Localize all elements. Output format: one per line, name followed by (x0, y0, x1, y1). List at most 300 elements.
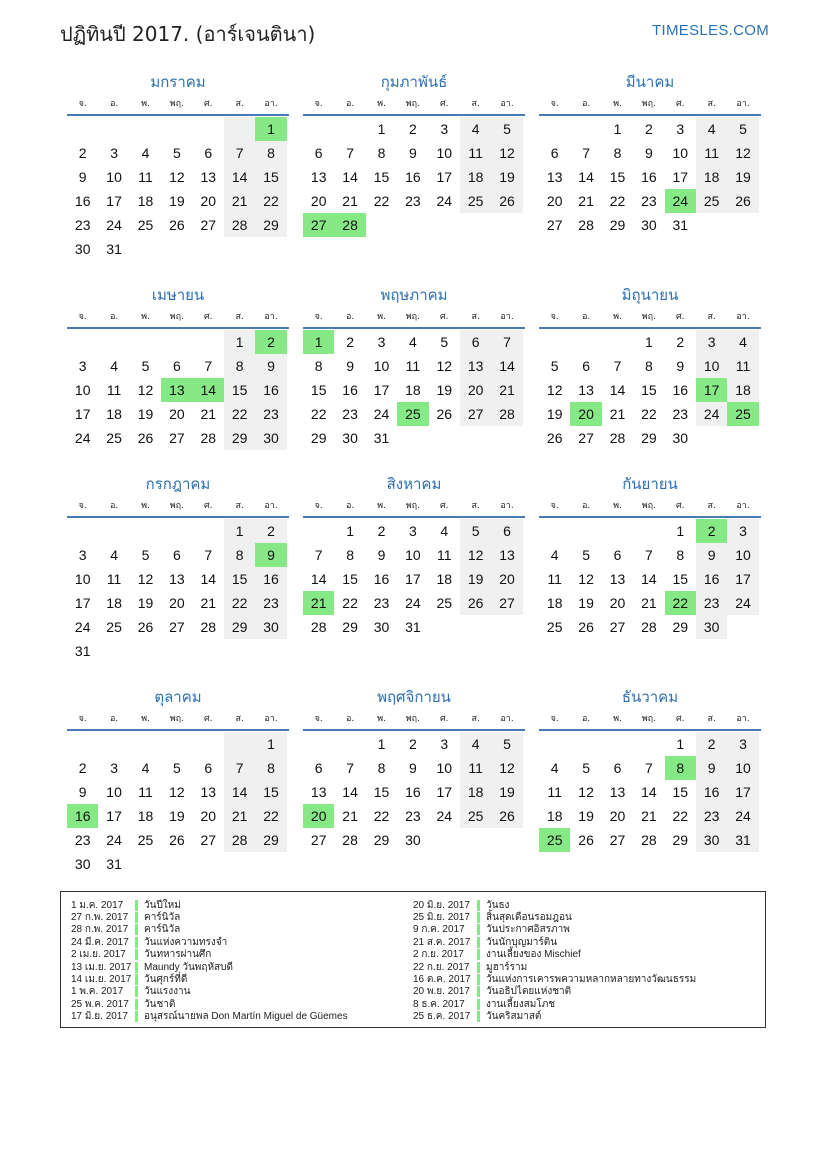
day-cell[interactable]: 25 (436, 595, 453, 611)
day-cell[interactable]: 1 (224, 330, 255, 354)
day-cell[interactable]: 1 (346, 523, 354, 539)
holiday-day-cell[interactable]: 22 (665, 591, 696, 615)
day-cell[interactable]: 13 (609, 571, 626, 587)
day-cell[interactable]: 23 (74, 832, 91, 848)
day-cell[interactable]: 18 (696, 165, 727, 189)
day-cell[interactable]: 16 (74, 193, 91, 209)
day-cell[interactable]: 28 (641, 619, 657, 635)
day-cell[interactable]: 9 (78, 784, 87, 800)
day-cell[interactable]: 21 (491, 378, 522, 402)
holiday-day-cell[interactable]: 1 (255, 117, 286, 141)
day-cell[interactable]: 22 (255, 189, 286, 213)
day-cell[interactable]: 26 (460, 591, 491, 615)
day-cell[interactable]: 31 (106, 856, 122, 872)
day-cell[interactable]: 27 (200, 217, 217, 233)
day-cell[interactable]: 1 (613, 121, 622, 137)
day-cell[interactable]: 27 (310, 832, 327, 848)
day-cell[interactable]: 1 (377, 121, 386, 137)
day-cell[interactable]: 8 (224, 543, 255, 567)
day-cell[interactable]: 7 (491, 330, 522, 354)
day-cell[interactable]: 11 (405, 358, 421, 374)
day-cell[interactable]: 5 (141, 547, 150, 563)
day-cell[interactable]: 14 (224, 165, 255, 189)
day-cell[interactable]: 3 (440, 736, 449, 752)
day-cell[interactable]: 26 (169, 217, 185, 233)
day-cell[interactable]: 12 (491, 141, 522, 165)
brand-link[interactable]: TIMESLES.COM (652, 22, 769, 39)
day-cell[interactable]: 20 (460, 378, 491, 402)
day-cell[interactable]: 1 (644, 334, 653, 350)
day-cell[interactable]: 9 (255, 354, 286, 378)
day-cell[interactable]: 5 (440, 334, 449, 350)
day-cell[interactable]: 4 (440, 523, 449, 539)
day-cell[interactable]: 19 (727, 165, 758, 189)
day-cell[interactable]: 30 (342, 430, 358, 446)
day-cell[interactable]: 10 (405, 547, 421, 563)
day-cell[interactable]: 30 (255, 615, 286, 639)
day-cell[interactable]: 16 (342, 382, 358, 398)
day-cell[interactable]: 11 (436, 547, 452, 563)
day-cell[interactable]: 27 (609, 619, 626, 635)
day-cell[interactable]: 19 (169, 193, 185, 209)
day-cell[interactable]: 13 (310, 784, 327, 800)
day-cell[interactable]: 20 (609, 808, 626, 824)
day-cell[interactable]: 7 (644, 547, 653, 563)
day-cell[interactable]: 3 (676, 121, 685, 137)
day-cell[interactable]: 21 (578, 193, 594, 209)
day-cell[interactable]: 4 (110, 358, 118, 374)
day-cell[interactable]: 22 (373, 808, 390, 824)
holiday-day-cell[interactable]: 25 (539, 828, 570, 852)
day-cell[interactable]: 2 (696, 732, 727, 756)
day-cell[interactable]: 23 (342, 406, 358, 422)
day-cell[interactable]: 27 (609, 832, 626, 848)
day-cell[interactable]: 10 (696, 354, 727, 378)
day-cell[interactable]: 29 (373, 832, 390, 848)
day-cell[interactable]: 9 (676, 358, 685, 374)
day-cell[interactable]: 17 (727, 780, 758, 804)
holiday-day-cell[interactable]: 25 (397, 402, 428, 426)
day-cell[interactable]: 15 (255, 780, 286, 804)
day-cell[interactable]: 15 (672, 571, 689, 587)
day-cell[interactable]: 24 (373, 406, 390, 422)
day-cell[interactable]: 19 (460, 567, 491, 591)
day-cell[interactable]: 27 (491, 591, 522, 615)
day-cell[interactable]: 25 (460, 189, 491, 213)
day-cell[interactable]: 10 (727, 543, 758, 567)
day-cell[interactable]: 22 (255, 804, 286, 828)
day-cell[interactable]: 26 (578, 619, 594, 635)
day-cell[interactable]: 20 (609, 595, 626, 611)
day-cell[interactable]: 6 (550, 145, 559, 161)
day-cell[interactable]: 22 (609, 193, 626, 209)
day-cell[interactable]: 6 (204, 145, 213, 161)
day-cell[interactable]: 28 (578, 217, 594, 233)
day-cell[interactable]: 4 (141, 145, 150, 161)
day-cell[interactable]: 13 (609, 784, 626, 800)
day-cell[interactable]: 23 (696, 804, 727, 828)
day-cell[interactable]: 12 (727, 141, 758, 165)
day-cell[interactable]: 8 (613, 145, 622, 161)
holiday-day-cell[interactable]: 24 (665, 189, 696, 213)
holiday-day-cell[interactable]: 2 (696, 519, 727, 543)
day-cell[interactable]: 25 (696, 189, 727, 213)
holiday-day-cell[interactable]: 16 (67, 804, 98, 828)
day-cell[interactable]: 10 (106, 169, 122, 185)
day-cell[interactable]: 5 (172, 145, 181, 161)
day-cell[interactable]: 15 (310, 382, 327, 398)
day-cell[interactable]: 24 (106, 832, 122, 848)
day-cell[interactable]: 15 (672, 784, 689, 800)
day-cell[interactable]: 19 (491, 165, 522, 189)
day-cell[interactable]: 8 (255, 141, 286, 165)
day-cell[interactable]: 14 (609, 382, 626, 398)
day-cell[interactable]: 13 (460, 354, 491, 378)
day-cell[interactable]: 26 (546, 430, 563, 446)
day-cell[interactable]: 30 (74, 856, 91, 872)
day-cell[interactable]: 29 (641, 430, 657, 446)
day-cell[interactable]: 26 (578, 832, 594, 848)
day-cell[interactable]: 21 (224, 804, 255, 828)
day-cell[interactable]: 5 (141, 358, 150, 374)
day-cell[interactable]: 12 (436, 358, 453, 374)
day-cell[interactable]: 14 (641, 784, 657, 800)
day-cell[interactable]: 7 (346, 145, 354, 161)
day-cell[interactable]: 20 (200, 193, 217, 209)
day-cell[interactable]: 18 (546, 808, 563, 824)
holiday-day-cell[interactable]: 2 (255, 330, 286, 354)
day-cell[interactable]: 7 (582, 145, 590, 161)
day-cell[interactable]: 28 (609, 430, 626, 446)
day-cell[interactable]: 12 (578, 571, 594, 587)
day-cell[interactable]: 26 (727, 189, 758, 213)
day-cell[interactable]: 14 (310, 571, 327, 587)
holiday-day-cell[interactable]: 14 (193, 378, 224, 402)
day-cell[interactable]: 14 (200, 571, 217, 587)
day-cell[interactable]: 6 (582, 358, 590, 374)
day-cell[interactable]: 12 (491, 756, 522, 780)
day-cell[interactable]: 21 (609, 406, 626, 422)
holiday-day-cell[interactable]: 20 (303, 804, 334, 828)
day-cell[interactable]: 2 (377, 523, 386, 539)
day-cell[interactable]: 17 (436, 169, 453, 185)
day-cell[interactable]: 11 (696, 141, 727, 165)
day-cell[interactable]: 6 (172, 547, 181, 563)
day-cell[interactable]: 16 (405, 784, 421, 800)
day-cell[interactable]: 29 (224, 615, 255, 639)
day-cell[interactable]: 23 (74, 217, 91, 233)
day-cell[interactable]: 13 (310, 169, 327, 185)
day-cell[interactable]: 26 (491, 189, 522, 213)
day-cell[interactable]: 10 (74, 571, 91, 587)
day-cell[interactable]: 11 (727, 354, 758, 378)
day-cell[interactable]: 23 (672, 406, 689, 422)
day-cell[interactable]: 12 (460, 543, 491, 567)
day-cell[interactable]: 18 (460, 780, 491, 804)
day-cell[interactable]: 8 (676, 547, 685, 563)
holiday-day-cell[interactable]: 9 (255, 543, 286, 567)
day-cell[interactable]: 21 (641, 595, 657, 611)
day-cell[interactable]: 9 (408, 145, 417, 161)
day-cell[interactable]: 19 (546, 406, 563, 422)
holiday-day-cell[interactable]: 25 (727, 402, 758, 426)
day-cell[interactable]: 5 (550, 358, 559, 374)
day-cell[interactable]: 24 (727, 591, 758, 615)
day-cell[interactable]: 10 (672, 145, 689, 161)
day-cell[interactable]: 16 (373, 571, 390, 587)
day-cell[interactable]: 15 (373, 169, 390, 185)
day-cell[interactable]: 30 (373, 619, 390, 635)
day-cell[interactable]: 31 (74, 643, 91, 659)
day-cell[interactable]: 22 (224, 402, 255, 426)
day-cell[interactable]: 28 (342, 832, 358, 848)
day-cell[interactable]: 5 (460, 519, 491, 543)
day-cell[interactable]: 25 (546, 619, 563, 635)
day-cell[interactable]: 31 (405, 619, 421, 635)
day-cell[interactable]: 8 (255, 756, 286, 780)
day-cell[interactable]: 16 (696, 567, 727, 591)
day-cell[interactable]: 12 (578, 784, 594, 800)
day-cell[interactable]: 19 (578, 595, 594, 611)
day-cell[interactable]: 14 (641, 571, 657, 587)
day-cell[interactable]: 12 (137, 382, 154, 398)
day-cell[interactable]: 6 (491, 519, 522, 543)
day-cell[interactable]: 15 (609, 169, 626, 185)
day-cell[interactable]: 22 (310, 406, 327, 422)
day-cell[interactable]: 17 (106, 808, 122, 824)
day-cell[interactable]: 28 (200, 619, 217, 635)
day-cell[interactable]: 4 (550, 547, 559, 563)
day-cell[interactable]: 3 (110, 145, 118, 161)
day-cell[interactable]: 26 (491, 804, 522, 828)
day-cell[interactable]: 29 (255, 828, 286, 852)
day-cell[interactable]: 5 (491, 732, 522, 756)
day-cell[interactable]: 10 (727, 756, 758, 780)
holiday-day-cell[interactable]: 28 (334, 213, 365, 237)
day-cell[interactable]: 16 (255, 567, 286, 591)
day-cell[interactable]: 17 (727, 567, 758, 591)
day-cell[interactable]: 28 (224, 213, 255, 237)
day-cell[interactable]: 4 (727, 330, 758, 354)
day-cell[interactable]: 14 (578, 169, 594, 185)
day-cell[interactable]: 26 (137, 619, 154, 635)
day-cell[interactable]: 5 (582, 760, 590, 776)
day-cell[interactable]: 13 (491, 543, 522, 567)
day-cell[interactable]: 17 (373, 382, 390, 398)
day-cell[interactable]: 2 (346, 334, 354, 350)
day-cell[interactable]: 25 (460, 804, 491, 828)
day-cell[interactable]: 2 (644, 121, 653, 137)
day-cell[interactable]: 29 (672, 619, 689, 635)
day-cell[interactable]: 4 (550, 760, 559, 776)
day-cell[interactable]: 14 (342, 784, 358, 800)
day-cell[interactable]: 9 (346, 358, 354, 374)
day-cell[interactable]: 23 (255, 591, 286, 615)
day-cell[interactable]: 29 (310, 430, 327, 446)
day-cell[interactable]: 4 (460, 117, 491, 141)
day-cell[interactable]: 3 (727, 732, 758, 756)
day-cell[interactable]: 8 (644, 358, 653, 374)
day-cell[interactable]: 24 (727, 804, 758, 828)
day-cell[interactable]: 14 (342, 169, 358, 185)
day-cell[interactable]: 20 (546, 193, 563, 209)
day-cell[interactable]: 22 (224, 591, 255, 615)
day-cell[interactable]: 25 (106, 430, 122, 446)
day-cell[interactable]: 18 (137, 808, 154, 824)
day-cell[interactable]: 13 (578, 382, 594, 398)
day-cell[interactable]: 19 (578, 808, 594, 824)
day-cell[interactable]: 13 (200, 169, 217, 185)
day-cell[interactable]: 27 (546, 217, 563, 233)
day-cell[interactable]: 19 (169, 808, 185, 824)
day-cell[interactable]: 26 (436, 406, 453, 422)
day-cell[interactable]: 30 (672, 430, 689, 446)
day-cell[interactable]: 19 (436, 382, 453, 398)
day-cell[interactable]: 24 (436, 193, 453, 209)
day-cell[interactable]: 24 (696, 402, 727, 426)
day-cell[interactable]: 29 (672, 832, 689, 848)
day-cell[interactable]: 30 (255, 426, 286, 450)
day-cell[interactable]: 1 (377, 736, 386, 752)
day-cell[interactable]: 18 (106, 595, 122, 611)
holiday-day-cell[interactable]: 27 (303, 213, 334, 237)
day-cell[interactable]: 27 (169, 619, 185, 635)
day-cell[interactable]: 9 (377, 547, 386, 563)
day-cell[interactable]: 15 (641, 382, 657, 398)
day-cell[interactable]: 6 (204, 760, 213, 776)
day-cell[interactable]: 2 (255, 519, 286, 543)
day-cell[interactable]: 17 (106, 193, 122, 209)
day-cell[interactable]: 28 (200, 430, 217, 446)
day-cell[interactable]: 16 (672, 382, 689, 398)
day-cell[interactable]: 8 (377, 760, 386, 776)
day-cell[interactable]: 29 (342, 619, 358, 635)
day-cell[interactable]: 13 (200, 784, 217, 800)
day-cell[interactable]: 9 (408, 760, 417, 776)
day-cell[interactable]: 3 (78, 358, 87, 374)
day-cell[interactable]: 23 (641, 193, 657, 209)
day-cell[interactable]: 8 (314, 358, 323, 374)
day-cell[interactable]: 21 (224, 189, 255, 213)
day-cell[interactable]: 30 (696, 615, 727, 639)
day-cell[interactable]: 13 (169, 571, 185, 587)
day-cell[interactable]: 7 (224, 756, 255, 780)
day-cell[interactable]: 27 (578, 430, 594, 446)
day-cell[interactable]: 21 (641, 808, 657, 824)
day-cell[interactable]: 6 (460, 330, 491, 354)
day-cell[interactable]: 7 (346, 760, 354, 776)
day-cell[interactable]: 17 (405, 571, 421, 587)
day-cell[interactable]: 15 (224, 378, 255, 402)
day-cell[interactable]: 12 (169, 169, 185, 185)
day-cell[interactable]: 15 (255, 165, 286, 189)
day-cell[interactable]: 18 (546, 595, 563, 611)
day-cell[interactable]: 19 (491, 780, 522, 804)
day-cell[interactable]: 29 (255, 213, 286, 237)
day-cell[interactable]: 2 (78, 145, 87, 161)
day-cell[interactable]: 12 (169, 784, 185, 800)
day-cell[interactable]: 12 (137, 571, 154, 587)
day-cell[interactable]: 17 (74, 406, 91, 422)
day-cell[interactable]: 11 (106, 571, 122, 587)
day-cell[interactable]: 2 (408, 121, 417, 137)
day-cell[interactable]: 30 (641, 217, 657, 233)
day-cell[interactable]: 20 (491, 567, 522, 591)
day-cell[interactable]: 11 (460, 756, 491, 780)
day-cell[interactable]: 11 (547, 571, 562, 587)
day-cell[interactable]: 24 (74, 619, 91, 635)
day-cell[interactable]: 7 (224, 141, 255, 165)
day-cell[interactable]: 24 (405, 595, 421, 611)
day-cell[interactable]: 3 (727, 519, 758, 543)
day-cell[interactable]: 28 (491, 402, 522, 426)
day-cell[interactable]: 5 (172, 760, 181, 776)
day-cell[interactable]: 21 (342, 808, 358, 824)
day-cell[interactable]: 23 (405, 808, 421, 824)
day-cell[interactable]: 5 (727, 117, 758, 141)
holiday-day-cell[interactable]: 20 (570, 402, 601, 426)
day-cell[interactable]: 17 (436, 784, 453, 800)
day-cell[interactable]: 10 (436, 760, 453, 776)
day-cell[interactable]: 14 (224, 780, 255, 804)
day-cell[interactable]: 7 (644, 760, 653, 776)
day-cell[interactable]: 4 (696, 117, 727, 141)
day-cell[interactable]: 9 (696, 543, 727, 567)
holiday-day-cell[interactable]: 13 (161, 378, 192, 402)
day-cell[interactable]: 24 (436, 808, 453, 824)
day-cell[interactable]: 11 (138, 169, 153, 185)
day-cell[interactable]: 3 (78, 547, 87, 563)
day-cell[interactable]: 16 (696, 780, 727, 804)
day-cell[interactable]: 20 (169, 406, 185, 422)
holiday-day-cell[interactable]: 21 (303, 591, 334, 615)
day-cell[interactable]: 8 (377, 145, 386, 161)
day-cell[interactable]: 13 (546, 169, 563, 185)
day-cell[interactable]: 31 (672, 217, 689, 233)
day-cell[interactable]: 15 (342, 571, 358, 587)
day-cell[interactable]: 11 (138, 784, 153, 800)
day-cell[interactable]: 21 (200, 595, 217, 611)
day-cell[interactable]: 30 (405, 832, 421, 848)
day-cell[interactable]: 10 (436, 145, 453, 161)
day-cell[interactable]: 29 (224, 426, 255, 450)
day-cell[interactable]: 28 (224, 828, 255, 852)
day-cell[interactable]: 16 (641, 169, 657, 185)
day-cell[interactable]: 30 (696, 828, 727, 852)
day-cell[interactable]: 24 (74, 430, 91, 446)
day-cell[interactable]: 4 (460, 732, 491, 756)
day-cell[interactable]: 11 (547, 784, 562, 800)
day-cell[interactable]: 23 (405, 193, 421, 209)
day-cell[interactable]: 17 (74, 595, 91, 611)
day-cell[interactable]: 9 (644, 145, 653, 161)
day-cell[interactable]: 6 (172, 358, 181, 374)
day-cell[interactable]: 7 (613, 358, 622, 374)
day-cell[interactable]: 22 (672, 808, 689, 824)
day-cell[interactable]: 18 (727, 378, 758, 402)
day-cell[interactable]: 4 (408, 334, 417, 350)
day-cell[interactable]: 28 (310, 619, 327, 635)
day-cell[interactable]: 30 (74, 241, 91, 257)
day-cell[interactable]: 4 (110, 547, 118, 563)
day-cell[interactable]: 20 (310, 193, 327, 209)
day-cell[interactable]: 9 (696, 756, 727, 780)
day-cell[interactable]: 22 (641, 406, 657, 422)
day-cell[interactable]: 8 (346, 547, 354, 563)
day-cell[interactable]: 1 (676, 736, 685, 752)
day-cell[interactable]: 5 (582, 547, 590, 563)
day-cell[interactable]: 12 (546, 382, 563, 398)
